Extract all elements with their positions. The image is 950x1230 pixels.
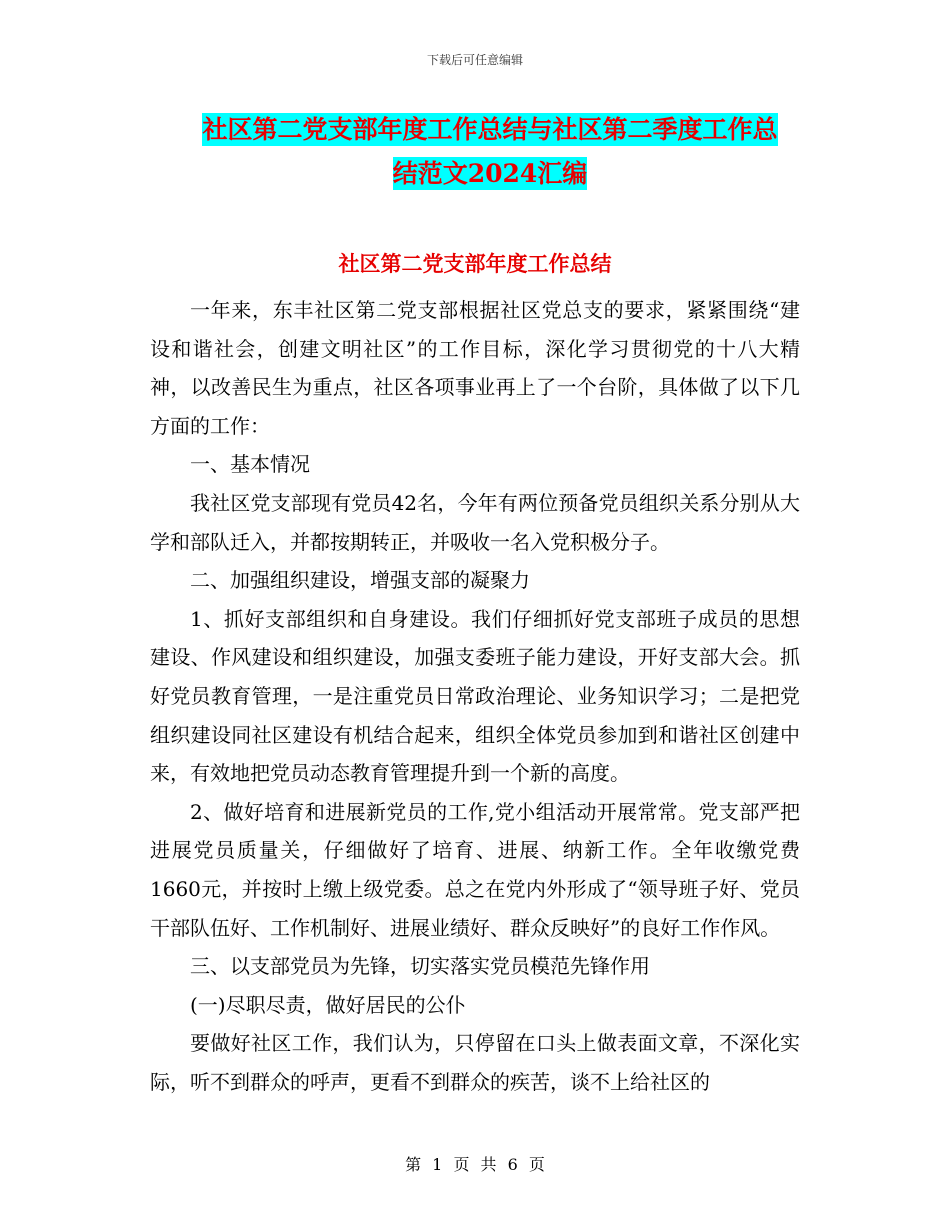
document-body	[150, 291, 800, 1101]
paragraph-community-work: 要做好社区工作，我们认为，只停留在口头上做表面文章，不深化实际，听不到群众的呼声，更看不到群众的疾苦，谈不上给社区的	[150, 1031, 800, 1094]
page-number-footer: 第 1 页 共 6 页	[405, 1155, 545, 1174]
document-title-line-2: 结范文2024汇编	[392, 159, 588, 188]
paragraph-branch-building: 1、抓好支部组织和自身建设。我们仔细抓好党支部班子成员的思想建设、作风建设和组织建设，加强支委班子能力建设，开好支部大会。抓好党员教育管理，一是注重党员日常政治理论、业务知识学习；二是把党组织建设同社区建设有机结合起来，组织全体党员参加到和谐社区创建中来，有效地把党员动态教育管理提升到一个新的高度。	[150, 606, 800, 786]
page-header-note: 下载后可任意编辑	[426, 53, 523, 67]
heading-basic-situation: 一、基本情况	[190, 452, 310, 477]
document-title-line-1: 社区第二党支部年度工作总结与社区第二季度工作总	[202, 115, 778, 144]
heading-organization-building: 二、加强组织建设，增强支部的凝聚力	[190, 568, 530, 593]
paragraph-new-members: 2、做好培育和进展新党员的工作,党小组活动开展常常。党支部严把进展党员质量关，仔细做好了培育、进展、纳新工作。全年收缴党费1660元，并按时上缴上级党委。总之在党内外形成了“领导班子好、党员干部队伍好、工作机制好、进展业绩好、群众反映好”的良好工作作风。	[150, 799, 800, 940]
subheading-public-servant: (一)尽职尽责，做好居民的公仆	[190, 992, 466, 1017]
paragraph-intro: 一年来，东丰社区第二党支部根据社区党总支的要求，紧紧围绕“建设和谐社会，创建文明社区”的工作目标，深化学习贯彻党的十八大精神，以改善民生为重点，社区各项事业再上了一个台阶，具体做了以下几方面的工作：	[150, 298, 800, 438]
heading-pioneer-role: 三、以支部党员为先锋，切实落实党员模范先锋作用	[190, 954, 650, 979]
document-title	[160, 108, 820, 196]
section-title: 社区第二党支部年度工作总结	[338, 251, 612, 276]
paragraph-basic-situation: 我社区党支部现有党员42名，今年有两位预备党员组织关系分别从大学和部队迁入，并都按期转正，并吸收一名入党积极分子。	[150, 490, 800, 554]
